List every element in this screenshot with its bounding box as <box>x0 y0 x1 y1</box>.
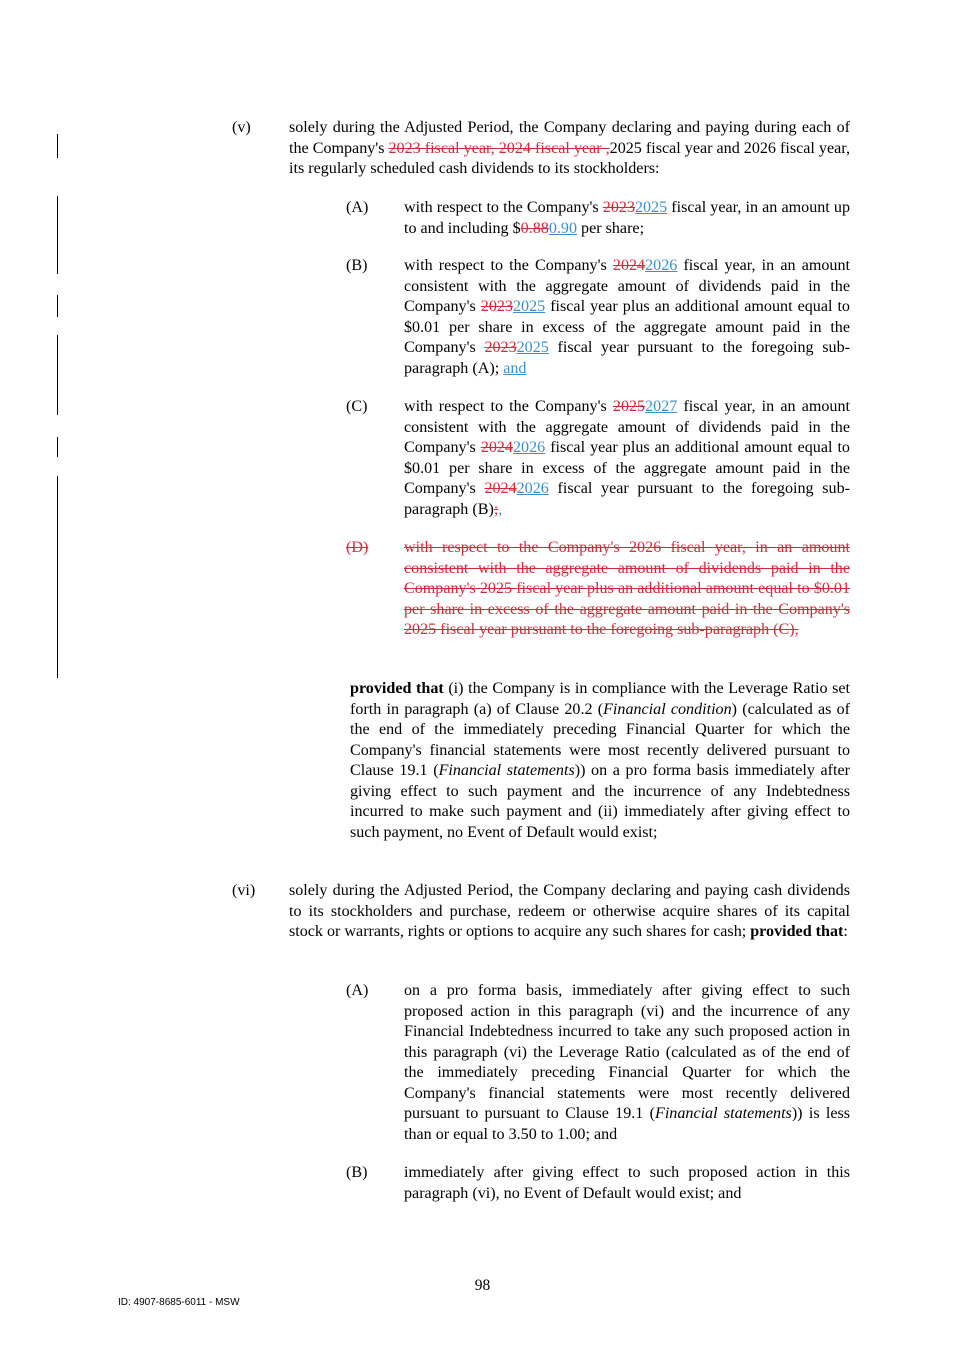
sub-clause-vi-A: on a pro forma basis, immediately after giving effect to such proposed action in this paragraph (vi) and the incurrence of any Financial Indebtedness incurred to take any such proposed action in this paragraph (vi) the Leverage Ratio (calculated as of the end of the immediately preceding Financial Quarter for which the Company's financial statements were most recently delivered pursuant to pursuant to Clause 19.1 (Financial statements)) is less than or equal to 3.50 to 1.00; and <box>404 982 851 1143</box>
sub-clause-vi-B: immediately after giving effect to such proposed action in this paragraph (vi), no Event of Default would exist; and <box>404 1164 850 1202</box>
document-id: ID: 4907-8685-6011 - MSW <box>118 1297 240 1308</box>
change-bar <box>57 295 58 317</box>
change-bar <box>57 437 58 457</box>
sub-clause-v-C: with respect to the Company's 20252027 fiscal year, in an amount consistent with the aggregate amount of dividends paid in the Company's 20242026 fiscal year plus an additional amount equal to $0.01 per share in excess of the aggregate amount paid in the Company's 20242026 fiscal year pursuant to the foregoing sub-paragraph (B);, <box>404 398 850 518</box>
inserted-text: 2025 <box>634 199 668 216</box>
change-bar <box>57 196 58 274</box>
sub-clause-vi-B-number: (B) <box>346 1164 368 1181</box>
sub-clause-v-A: with respect to the Company's 20232025 fiscal year, in an amount up to and including $0.880.90 per share; <box>404 199 850 237</box>
inserted-text: 2025 <box>516 339 549 356</box>
deleted-text: 2025 <box>612 398 646 415</box>
inserted-text: 2026 <box>645 257 678 274</box>
clause-vi-number: (vi) <box>232 882 256 899</box>
inserted-text: 2026 <box>516 480 549 497</box>
inserted-text: and <box>503 359 527 377</box>
deleted-text: 2024 <box>484 480 517 497</box>
inserted-text: 2026 <box>512 439 546 456</box>
sub-clause-v-B: with respect to the Company's 20242026 fiscal year, in an amount consistent with the aggregate amount of dividends paid in the Company's 20232025 fiscal year plus an additional amount equal to $0.01 per share in excess of the aggregate amount paid in the Company's 20232025 fiscal year pursuant to the foregoing sub-paragraph (A); and <box>404 257 850 377</box>
sub-clause-v-D-number: (D) <box>346 539 369 556</box>
deleted-text: ; <box>493 500 499 518</box>
sub-clause-vi-A-number: (A) <box>346 982 369 999</box>
page-number: 98 <box>474 1277 491 1294</box>
deleted-text: 2024 <box>480 439 513 456</box>
sub-clause-v-A-number: (A) <box>346 199 369 216</box>
change-bar <box>57 134 58 158</box>
sub-clause-v-D-deleted: with respect to the Company's 2026 fiscal year, in an amount consistent with the aggregate amount of dividends paid in the Company's 2025 fiscal year plus an additional amount equal to $0.01 per share in excess of the aggregate amount paid in the Company's 2025 fiscal year pursuant to the foregoing sub-paragraph (C), <box>404 539 850 638</box>
sub-clause-v-B-number: (B) <box>346 257 368 274</box>
clause-v-number: (v) <box>232 119 251 136</box>
deleted-text: 2023 <box>484 339 517 356</box>
deleted-text: 2023 <box>602 199 635 216</box>
deleted-text: 2023 fiscal year, 2024 fiscal year , <box>388 139 610 157</box>
inserted-text: , <box>498 500 503 518</box>
change-bar <box>57 335 58 415</box>
clause-v-proviso: provided that (i) the Company is in compliance with the Leverage Ratio set forth in paragraph (a) of Clause 20.2 (Financial condition) (calculated as of the end of the immediately preceding Financial Quarter for which the Company's financial statements were most recently delivered pursuant to Clause 19.1 (Financial statements)) on a pro forma basis immediately after giving effect to such payment and the incurrence of any Indebtedness incurred to make such payment and (ii) immediately after giving effect to such payment, no Event of Default would exist; <box>350 680 851 841</box>
inserted-text: 2025 <box>512 298 546 315</box>
deleted-text: 0.88 <box>520 219 549 237</box>
sub-clause-v-C-number: (C) <box>346 398 368 415</box>
clause-v-intro: solely during the Adjusted Period, the Company declaring and paying during each of the Company's 2023 fiscal year, 2024 fiscal year ,2025 fiscal year and 2026 fiscal year, its regularly scheduled cash dividends to its stockholders: <box>289 119 850 177</box>
clause-vi-intro: solely during the Adjusted Period, the Company declaring and paying cash dividends to its stockholders and purchase, redeem or otherwise acquire shares of its capital stock or warrants, rights or options to acquire any such shares for cash; provided that: <box>289 882 850 940</box>
inserted-text: 0.90 <box>548 219 578 237</box>
deleted-text: 2024 <box>612 257 646 274</box>
inserted-text: 2027 <box>645 398 678 415</box>
change-bar <box>57 476 58 678</box>
deleted-text: 2023 <box>480 298 513 315</box>
